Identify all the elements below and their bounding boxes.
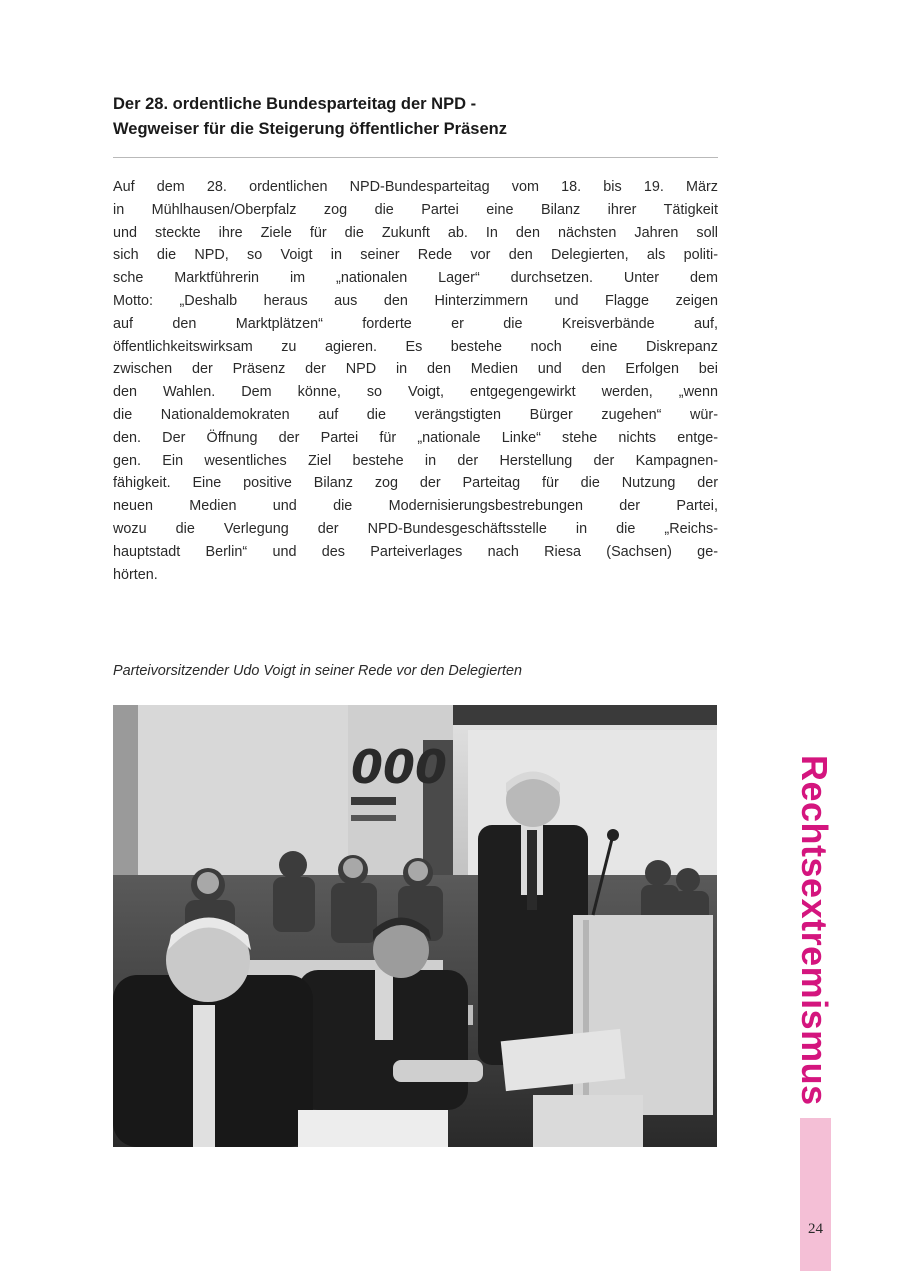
body-line: zwischen der Präsenz der NPD in den Medien und den Erfolgen bei	[113, 361, 718, 378]
congress-photo	[113, 705, 717, 1147]
body-line: den. Der Öffnung der Partei für „nationale Linke“ stehe nichts entge-	[113, 429, 718, 446]
body-line: und steckte ihre Ziele für die Zukunft ab. In den nächsten Jahren soll	[113, 224, 718, 241]
body-line: neuen Medien und die Modernisierungsbestrebungen der Partei,	[113, 498, 718, 515]
body-line: öffentlichkeitswirksam zu agieren. Es bestehe noch eine Diskrepanz	[113, 338, 718, 355]
body-line: den Wahlen. Dem könne, so Voigt, entgegengewirkt werden, „wenn	[113, 384, 718, 401]
body-line: sche Marktführerin im „nationalen Lager“ durchsetzen. Unter dem	[113, 270, 718, 287]
heading-line-2: Wegweiser für die Steigerung öffentlicher Präsenz	[113, 120, 507, 138]
body-line: hauptstadt Berlin“ und des Parteiverlages nach Riesa (Sachsen) ge-	[113, 543, 718, 560]
body-line: wozu die Verlegung der NPD-Bundesgeschäftsstelle in die „Reichs-	[113, 520, 718, 537]
body-line: fähigkeit. Eine positive Bilanz zog der Parteitag für die Nutzung der	[113, 475, 718, 492]
body-line: auf den Marktplätzen“ forderte er die Kreisverbände auf,	[113, 315, 718, 332]
body-line: in Mühlhausen/Oberpfalz zog die Partei eine Bilanz ihrer Tätigkeit	[113, 201, 718, 218]
body-paragraph	[113, 176, 718, 586]
banner-text: 000	[351, 740, 448, 794]
side-section-title: Rechtsextremismus	[794, 755, 835, 1106]
section-tab	[800, 1118, 831, 1271]
body-line: sich die NPD, so Voigt in seiner Rede vor den Delegierten, als politi-	[113, 247, 718, 264]
page-number: 24	[808, 1221, 823, 1237]
section-heading	[113, 92, 718, 142]
body-line: Auf dem 28. ordentlichen NPD-Bundesparteitag vom 18. bis 19. März	[113, 179, 718, 195]
body-line: die Nationaldemokraten auf die verängstigten Bürger zugehen“ wür-	[113, 406, 718, 423]
heading-line-1: Der 28. ordentliche Bundesparteitag der NPD -	[113, 95, 477, 113]
body-line: hörten.	[113, 566, 158, 583]
heading-divider	[113, 157, 718, 158]
body-line: gen. Ein wesentliches Ziel bestehe in der Herstellung der Kampagnen-	[113, 452, 718, 469]
photo-illustration	[113, 705, 717, 1147]
photo-caption: Parteivorsitzender Udo Voigt in seiner Rede vor den Delegierten	[113, 663, 523, 679]
body-line: Motto: „Deshalb heraus aus den Hinterzimmern und Flagge zeigen	[113, 292, 718, 309]
